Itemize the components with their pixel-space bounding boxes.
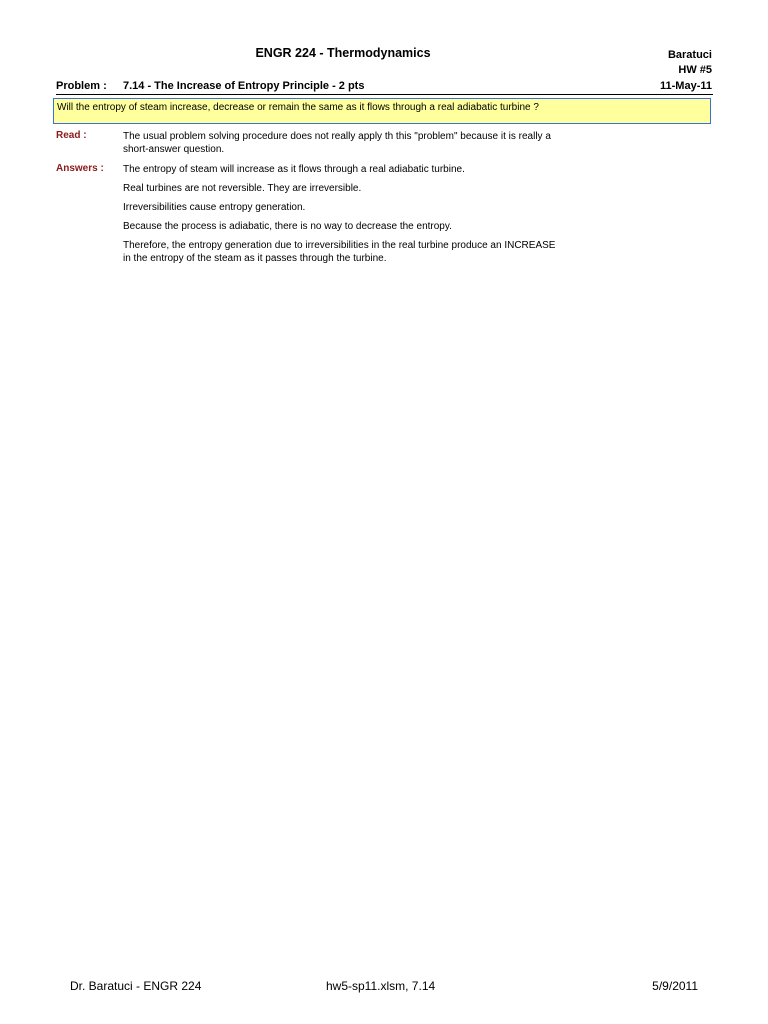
question-text: Will the entropy of steam increase, decrease or remain the same as it flows through a real adiabatic turbine ? [57,102,539,113]
answer-item-3: Irreversibilities cause entropy generation. [123,202,306,213]
problem-label: Problem : [56,80,107,92]
answer-item-4: Because the process is adiabatic, there is no way to decrease the entropy. [123,221,452,232]
header-divider [56,94,713,95]
problem-title: 7.14 - The Increase of Entropy Principle - 2 pts [123,80,365,92]
read-line-2: short-answer question. [123,144,225,155]
answer-item-5-line-1: Therefore, the entropy generation due to irreversibilities in the real turbine produce an INCREASE [123,240,556,251]
course-title: ENGR 224 - Thermodynamics [255,46,431,60]
footer-author: Dr. Baratuci - ENGR 224 [70,979,202,993]
author-name: Baratuci [667,49,712,61]
hw-date: 11-May-11 [660,80,712,92]
answer-item-5 [123,239,573,265]
hw-number: HW #5 [678,64,712,76]
footer-filename: hw5-sp11.xlsm, 7.14 [326,979,436,993]
answer-item-2: Real turbines are not reversible. They are irreversible. [123,183,362,194]
read-label: Read : [56,130,87,141]
answer-item-5-line-2: in the entropy of the steam as it passes through the turbine. [123,253,387,264]
footer-date: 5/9/2011 [652,979,698,993]
answer-item-1: The entropy of steam will increase as it flows through a real adiabatic turbine. [123,164,465,175]
read-text [123,130,573,156]
read-line-1: The usual problem solving procedure does not really apply th this "problem" because it is really a [123,131,551,142]
answers-label: Answers : [56,163,104,174]
question-box [53,98,711,124]
